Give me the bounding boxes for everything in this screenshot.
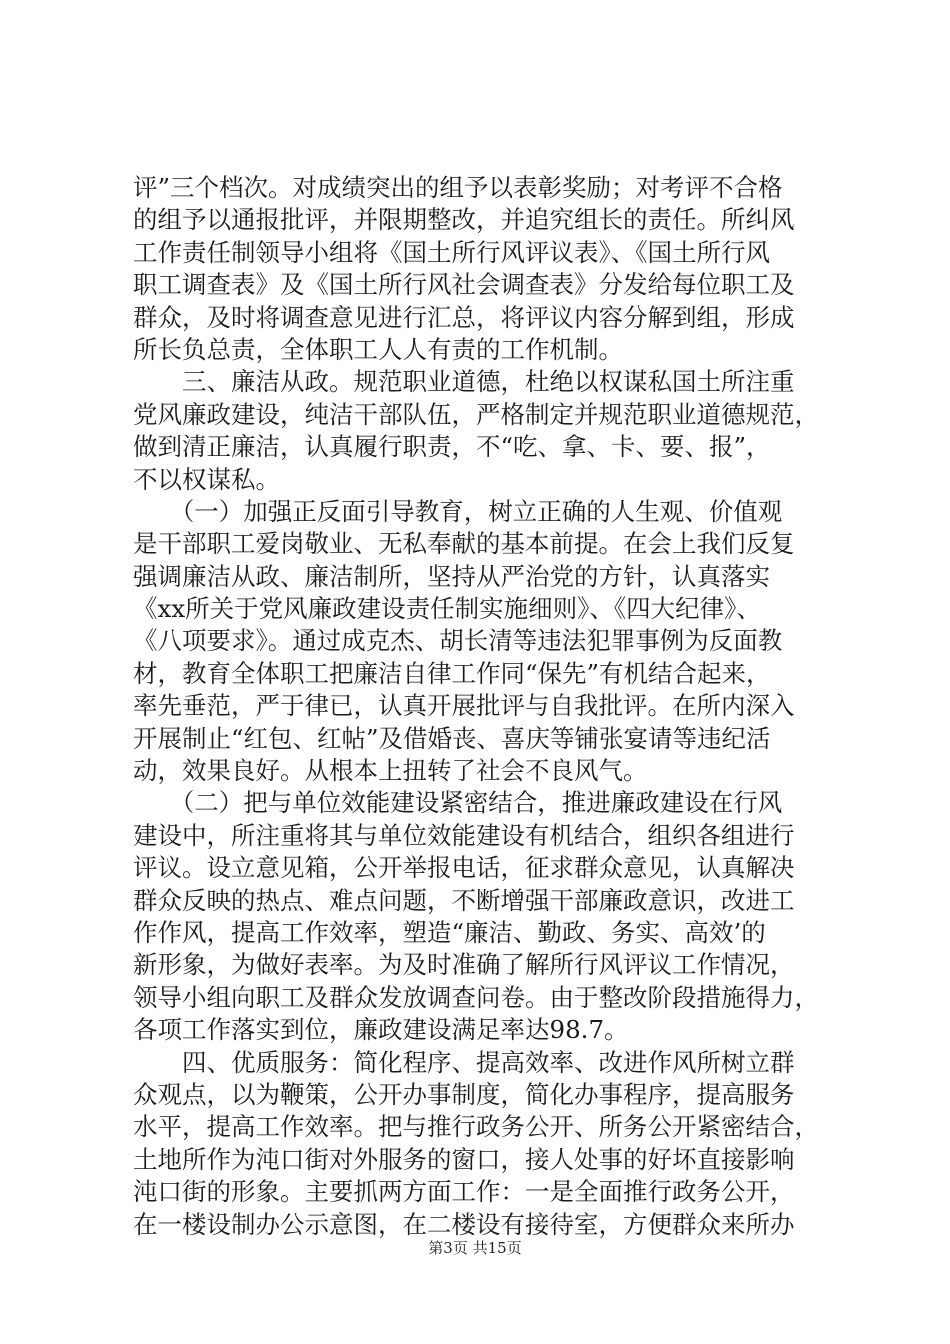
text-line: 评”三个档次。对成绩突出的组予以表彰奖励；对考评不合格 [133,173,783,202]
text-line: 土地所作为沌口街对外服务的窗口，接人处事的好坏直接影响 [133,1144,795,1174]
text-line: 新形象，为做好表率。为及时准确了解所行风评议工作情况， [133,950,795,980]
text-line: 在一楼设制办公示意图，在二楼设有接待室，方便群众来所办 [133,1209,795,1239]
text-line: 做到清正廉洁，认真履行职责，不“吃、拿、卡、要、报”， [133,432,771,462]
text-line: 动，效果良好。从根本上扭转了社会不良风气。 [133,756,648,786]
text-line: 各项工作落实到位，廉政建设满足率达98.7。 [133,1015,629,1045]
text-line: 建设中，所注重将其与单位效能建设有机结合，组织各组进行 [133,820,795,850]
text-line: 《八项要求》。通过成克杰、胡长清等违法犯罪事例为反面教 [133,626,783,656]
text-line: （二）把与单位效能建设紧密结合，推进廉政建设在行风 [133,788,783,818]
text-line: 作作风，提高工作效率，塑造“廉洁、勤政、务实、高效’的 [133,917,766,947]
text-line: 群众，及时将调查意见进行汇总，将评议内容分解到组，形成 [133,302,795,332]
text-line: 率先垂范，严于律已，认真开展批评与自我批评。在所内深入 [133,691,795,721]
text-line: 评议。设立意见箱，公开举报电话，征求群众意见，认真解决 [133,853,795,883]
text-line: 开展制止“红包、红帖”及借婚丧、喜庆等铺张宴请等违纪活 [133,723,771,753]
text-line: 沌口街的形象。主要抓两方面工作：一是全面推行政务公开， [133,1177,795,1207]
text-line: 工作责任制领导小组将《国土所行风评议表》、《国土所行风 [133,237,770,267]
text-line: 职工调查表》及《国土所行风社会调查表》分发给每位职工及 [133,270,795,300]
text-line: 领导小组向职工及群众发放调查问卷。由于整改阶段措施得力， [133,982,819,1012]
text-line: （一）加强正反面引导教育，树立正确的人生观、价值观 [133,496,783,526]
text-line: 党风廉政建设，纯洁干部队伍，严格制定并规范职业道德规范， [133,399,819,429]
text-line: 水平，提高工作效率。把与推行政务公开、所务公开紧密结合， [133,1112,819,1142]
body-text [133,172,833,1241]
text-line: 三、廉洁从政。规范职业道德，杜绝以权谋私国土所注重 [133,367,795,397]
text-line: 群众反映的热点、难点问题，不断增强干部廉政意识，改进工 [133,885,795,915]
text-line: 众观点，以为鞭策，公开办事制度，简化办事程序，提高服务 [133,1079,795,1109]
text-line: 的组予以通报批评，并限期整改，并追究组长的责任。所纠风 [133,205,795,235]
text-line: 所长负总责，全体职工人人有责的工作机制。 [133,334,623,364]
text-line: 四、优质服务：简化程序、提高效率、改进作风所树立群 [133,1047,795,1077]
page-footer: 第3页 共15页 [428,1239,522,1257]
text-line: 不以权谋私。 [133,464,280,494]
text-line: 强调廉洁从政、廉洁制所，坚持从严治党的方针，认真落实 [133,561,770,591]
text-line: 《xx所关于党风廉政建设责任制实施细则》、《四大纪律》、 [133,594,761,624]
text-line: 是干部职工爱岗敬业、无私奉献的基本前提。在会上我们反复 [133,529,795,559]
text-line: 材，教育全体职工把廉洁自律工作同“保先”有机结合起来， [133,658,771,688]
